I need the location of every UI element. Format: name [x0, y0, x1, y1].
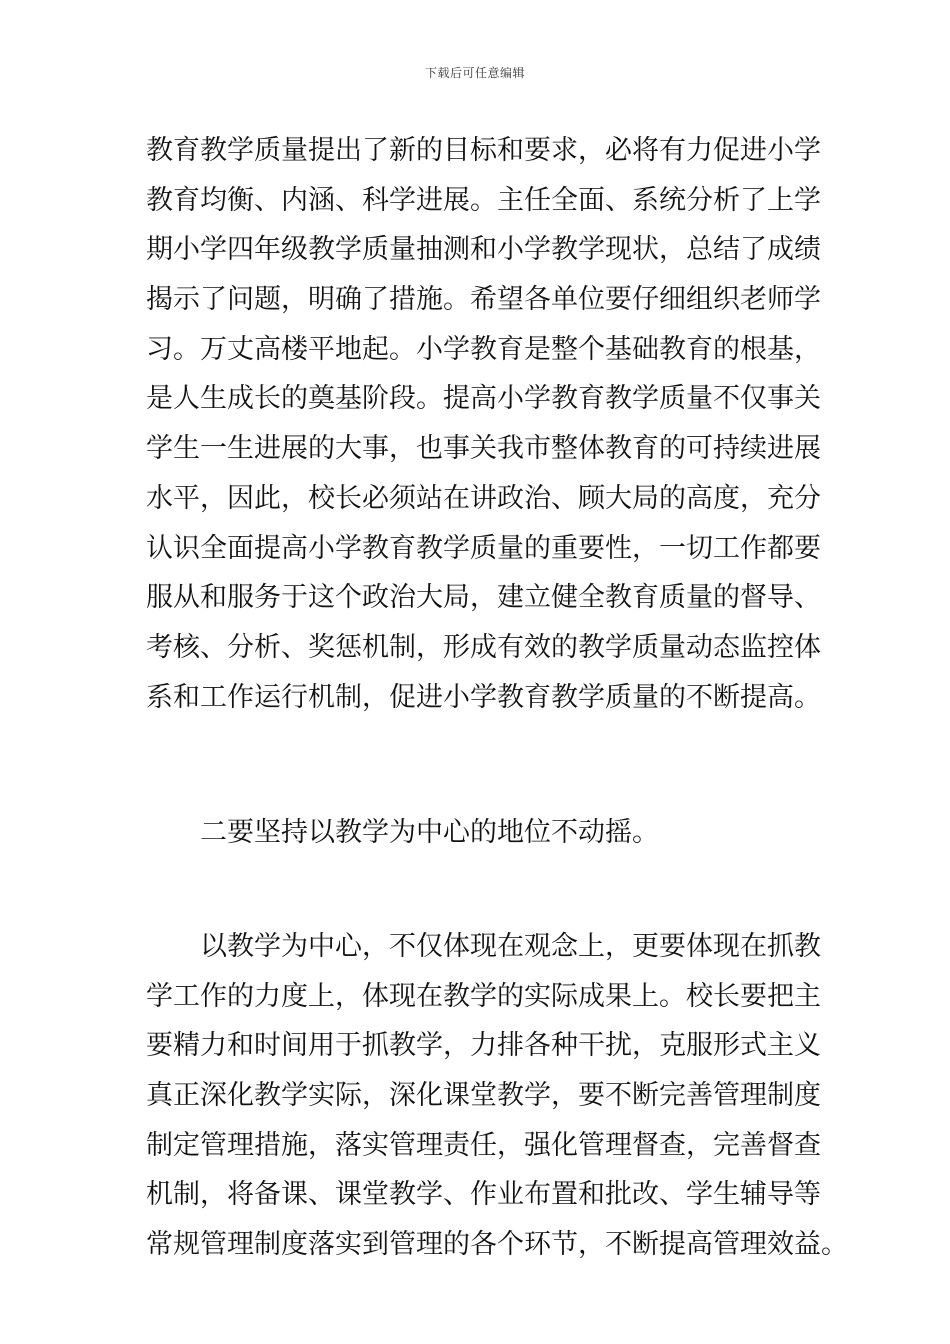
- text-line: 学工作的力度上，体现在教学的实际成果上。校长要把主: [146, 980, 821, 1012]
- text-line: 期小学四年级教学质量抽测和小学教学现状，总结了成绩: [146, 234, 821, 266]
- text-line: 制定管理措施，落实管理责任，强化管理督查，完善督查: [146, 1129, 821, 1161]
- text-line: 习。万丈高楼平地起。小学教育是整个基础教育的根基，: [146, 333, 821, 365]
- text-line: 考核、分析、奖惩机制，形成有效的教学质量动态监控体: [146, 631, 821, 663]
- paragraph-1: [146, 126, 821, 722]
- text-line: 真正深化教学实际，深化课堂教学，要不断完善管理制度: [146, 1080, 821, 1111]
- text-line: 要精力和时间用于抓教学，力排各种干扰，克服形式主义: [146, 1030, 821, 1062]
- text-line: 是人生成长的奠基阶段。提高小学教育教学质量不仅事关: [146, 383, 821, 415]
- text-line: 水平，因此，校长必须站在讲政治、顾大局的高度，充分: [146, 482, 821, 514]
- paragraph-spacer: [146, 722, 810, 808]
- text-line: 机制，将备课、课堂教学、作业布置和批改、学生辅导等: [146, 1179, 821, 1211]
- section-heading: [146, 808, 810, 858]
- text-line: 常规管理制度落实到管理的各个环节，不断提高管理效益。: [146, 1229, 848, 1261]
- page-header: 下载后可任意编辑: [424, 66, 525, 80]
- text-line: 揭示了问题，明确了措施。希望各单位要仔细组织老师学: [146, 284, 821, 316]
- text-line: 以教学为中心，不仅体现在观念上，更要体现在抓教: [200, 930, 821, 962]
- text-line: 教育教学质量提出了新的目标和要求，必将有力促进小学: [146, 135, 821, 166]
- text-line: 服从和服务于这个政治大局，建立健全教育质量的督导、: [146, 582, 821, 614]
- text-line: 系和工作运行机制，促进小学教育教学质量的不断提高。: [146, 681, 821, 713]
- text-line: 认识全面提高小学教育教学质量的重要性，一切工作都要: [146, 532, 821, 564]
- text-line: 学生一生进展的大事，也事关我市整体教育的可持续进展: [146, 433, 821, 465]
- text-line: 教育均衡、内涵、科学进展。主任全面、系统分析了上学: [146, 184, 821, 216]
- paragraph-spacer: [146, 858, 810, 922]
- document-body: [146, 126, 848, 1270]
- paragraph-3: [146, 922, 848, 1270]
- heading-line: 二要坚持以教学为中心的地位不动摇。: [200, 817, 659, 849]
